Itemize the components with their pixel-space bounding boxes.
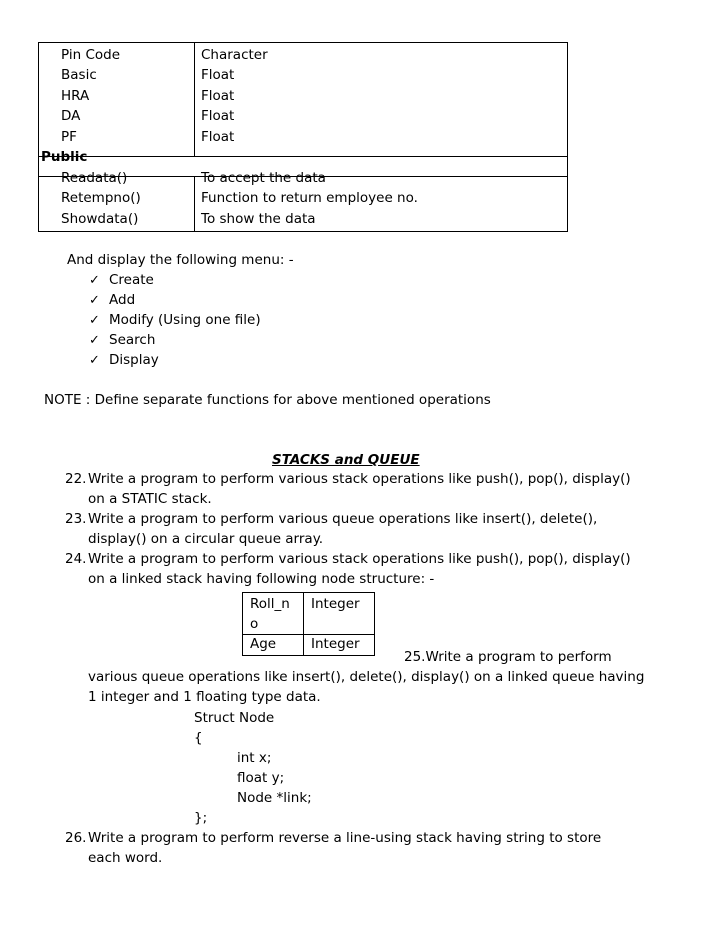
question-text: Write a program to perform reverse a line-using stack having string to store	[88, 830, 602, 846]
method-name: Readata()	[61, 170, 128, 186]
member-type: Float	[201, 88, 235, 104]
code-line: float y;	[237, 770, 285, 786]
method-name: Retempno()	[61, 190, 141, 206]
public-section-label: Public	[41, 149, 88, 165]
method-desc: To show the data	[201, 211, 316, 227]
field-type: Integer	[311, 636, 360, 652]
member-type: Float	[201, 129, 235, 145]
method-name: Showdata()	[61, 211, 139, 227]
field-type: Integer	[311, 596, 360, 612]
question-text: each word.	[88, 850, 163, 866]
question-text: 25.Write a program to perform	[404, 649, 612, 665]
class-members-table	[38, 42, 568, 232]
node-structure-table	[242, 592, 375, 656]
member-type: Character	[201, 47, 268, 63]
question-number: 23.	[65, 511, 87, 527]
code-line: {	[194, 730, 203, 746]
code-line: Struct Node	[194, 710, 275, 726]
method-desc: To accept the data	[201, 170, 326, 186]
column-divider	[194, 176, 195, 231]
member-type: Float	[201, 108, 235, 124]
code-line: };	[194, 810, 208, 826]
member-name: Pin Code	[61, 47, 121, 63]
checkmark-icon: ✓	[89, 353, 100, 368]
member-name: PF	[61, 129, 77, 145]
field-name: Roll_n	[250, 596, 290, 612]
menu-item	[89, 272, 154, 288]
menu-item	[89, 352, 159, 368]
question-text: Write a program to perform various stack operations like push(), pop(), display()	[88, 551, 631, 567]
code-line: int x;	[237, 750, 272, 766]
note-text: NOTE : Define separate functions for above mentioned operations	[44, 392, 491, 408]
field-name: Age	[250, 636, 277, 652]
question-text: Write a program to perform various stack operations like push(), pop(), display()	[88, 471, 631, 487]
row-divider	[39, 156, 567, 157]
checkmark-icon: ✓	[89, 293, 100, 308]
menu-item-label: Display	[109, 352, 159, 368]
question-text: display() on a circular queue array.	[88, 531, 324, 547]
question-text: on a STATIC stack.	[88, 491, 212, 507]
column-divider	[194, 43, 195, 156]
question-number: 26.	[65, 830, 87, 846]
menu-item-label: Search	[109, 332, 156, 348]
checkmark-icon: ✓	[89, 273, 100, 288]
member-name: DA	[61, 108, 81, 124]
field-name: o	[250, 616, 259, 632]
question-text: on a linked stack having following node structure: -	[88, 571, 435, 587]
question-number: 22.	[65, 471, 87, 487]
checkmark-icon: ✓	[89, 333, 100, 348]
member-name: Basic	[61, 67, 97, 83]
method-desc: Function to return employee no.	[201, 190, 418, 206]
menu-item	[89, 332, 155, 348]
menu-item-label: Modify (Using one file)	[109, 312, 261, 328]
code-line: Node *link;	[237, 790, 312, 806]
menu-item-label: Create	[109, 272, 154, 288]
menu-item	[89, 292, 135, 308]
question-number: 24.	[65, 551, 87, 567]
menu-item	[89, 312, 261, 328]
question-text: 1 integer and 1 floating type data.	[88, 689, 321, 705]
checkmark-icon: ✓	[89, 313, 100, 328]
member-type: Float	[201, 67, 235, 83]
menu-intro: And display the following menu: -	[67, 252, 294, 268]
question-text: Write a program to perform various queue operations like insert(), delete(),	[88, 511, 598, 527]
section-heading: STACKS and QUEUE	[272, 452, 420, 468]
column-divider	[303, 593, 304, 655]
member-name: HRA	[61, 88, 90, 104]
question-text: various queue operations like insert(), delete(), display() on a linked queue having	[88, 669, 645, 685]
menu-item-label: Add	[109, 292, 136, 308]
